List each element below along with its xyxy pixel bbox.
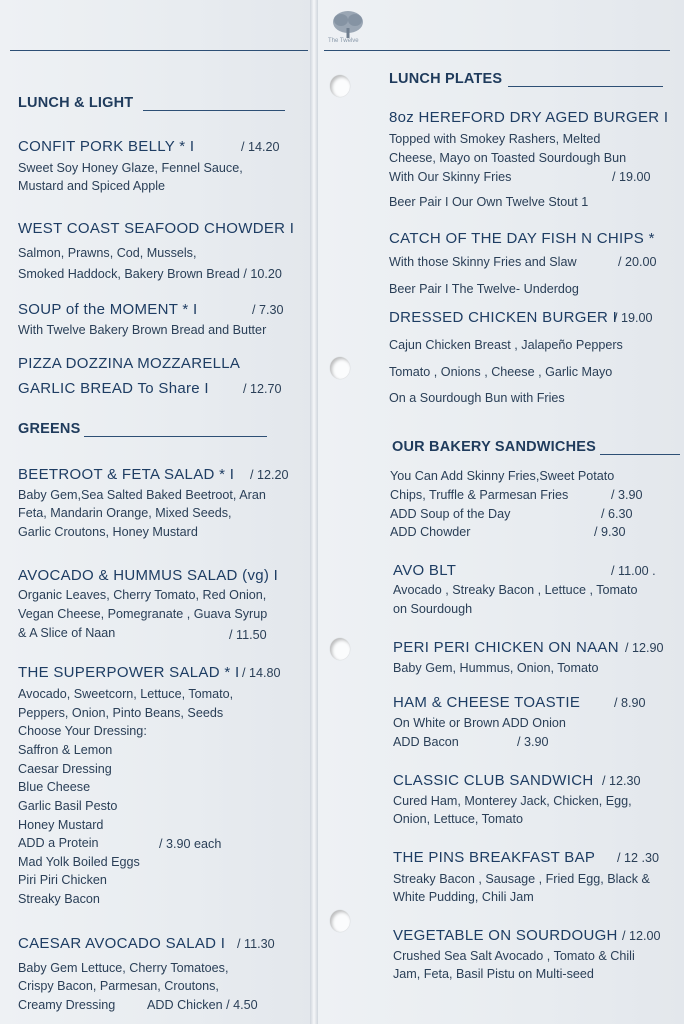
item-name: VEGETABLE ON SOURDOUGH	[393, 927, 618, 944]
item-desc: Streaky Bacon	[18, 892, 100, 906]
item-price: / 19.00	[614, 311, 653, 325]
punch-hole	[330, 910, 350, 932]
item-desc: Piri Piri Chicken	[18, 873, 107, 887]
item-name: CATCH OF THE DAY FISH N CHIPS *	[389, 230, 655, 247]
bakery-intro-price: / 6.30	[601, 507, 633, 521]
punch-hole	[330, 638, 350, 660]
item-desc: ADD a Protein	[18, 836, 99, 850]
item-desc: Garlic Croutons, Honey Mustard	[18, 525, 198, 539]
page-fold	[310, 0, 318, 1024]
top-rule-left	[10, 50, 308, 51]
item-price: / 7.30	[252, 303, 284, 317]
top-rule-right	[324, 50, 670, 51]
add-on-price: / 3.90	[517, 735, 549, 749]
item-desc: Cheese, Mayo on Toasted Sourdough Bun	[389, 151, 627, 165]
heading-underline	[508, 86, 663, 87]
add-on-price: ADD Chicken / 4.50	[147, 998, 258, 1012]
logo-text: The Twelve	[328, 38, 359, 44]
item-name: PERI PERI CHICKEN ON NAAN	[393, 639, 619, 656]
heading-underline	[600, 454, 680, 455]
bakery-intro: ADD Chowder	[390, 525, 471, 539]
item-desc: Peppers, Onion, Pinto Beans, Seeds	[18, 706, 224, 720]
item-price: / 11.30	[237, 937, 275, 951]
item-desc: Topped with Smokey Rashers, Melted	[389, 132, 601, 146]
item-price: / 14.80	[242, 666, 281, 680]
item-price: / 8.90	[614, 696, 646, 710]
item-desc: Creamy Dressing	[18, 998, 116, 1012]
item-desc: Avocado , Streaky Bacon , Lettuce , Tomato	[393, 583, 638, 597]
item-desc: Tomato , Onions , Cheese , Garlic Mayo	[389, 365, 613, 379]
item-name: AVO BLT	[393, 562, 457, 579]
bakery-intro: Chips, Truffle & Parmesan Fries	[390, 488, 569, 502]
bakery-intro: ADD Soup of the Day	[390, 507, 511, 521]
item-price: / 11.00 .	[611, 564, 656, 578]
item-desc: Honey Mustard	[18, 818, 104, 832]
item-name: BEETROOT & FETA SALAD * I	[18, 466, 235, 483]
item-desc: Blue Cheese	[18, 780, 91, 794]
item-name: WEST COAST SEAFOOD CHOWDER I	[18, 220, 295, 237]
item-desc: White Pudding, Chili Jam	[393, 890, 534, 904]
item-price: / 12.70	[243, 382, 282, 396]
item-name: DRESSED CHICKEN BURGER I	[389, 309, 618, 326]
item-desc: Baby Gem Lettuce, Cherry Tomatoes,	[18, 961, 229, 975]
item-name: AVOCADO & HUMMUS SALAD (vg) I	[18, 567, 279, 584]
item-name: CLASSIC CLUB SANDWICH	[393, 772, 594, 789]
item-desc: Feta, Mandarin Orange, Mixed Seeds,	[18, 506, 232, 520]
bakery-intro-price: / 9.30	[594, 525, 626, 539]
bakery-intro: You Can Add Skinny Fries,Sweet Potato	[390, 469, 615, 483]
item-price: / 12.00	[622, 929, 661, 943]
item-name: THE PINS BREAKFAST BAP	[393, 849, 596, 866]
item-desc: Organic Leaves, Cherry Tomato, Red Onion,	[18, 588, 267, 602]
item-desc: With those Skinny Fries and Slaw	[389, 255, 577, 269]
bakery-intro-price: / 3.90	[611, 488, 643, 502]
item-desc: Onion, Lettuce, Tomato	[393, 812, 523, 826]
item-desc: Smoked Haddock, Bakery Brown Bread / 10.20	[18, 267, 282, 281]
item-name: PIZZA DOZZINA MOZZARELLA	[18, 355, 241, 372]
item-name: GARLIC BREAD To Share I	[18, 380, 209, 397]
item-price: / 12.20	[250, 468, 289, 482]
item-price: / 12.30	[602, 774, 641, 788]
item-desc: Choose Your Dressing:	[18, 724, 147, 738]
item-desc: Caesar Dressing	[18, 762, 112, 776]
protein-price: / 3.90 each	[159, 837, 222, 851]
item-price: / 12.90	[625, 641, 664, 655]
section-heading-lunch-plates: LUNCH PLATES	[389, 71, 503, 87]
item-name: CONFIT PORK BELLY * I	[18, 138, 195, 155]
item-desc: Avocado, Sweetcorn, Lettuce, Tomato,	[18, 687, 234, 701]
item-name: 8oz HEREFORD DRY AGED BURGER I	[389, 109, 669, 126]
item-price: / 19.00	[612, 170, 651, 184]
item-price: / 12 .30	[617, 851, 660, 865]
item-desc: Crispy Bacon, Parmesan, Croutons,	[18, 979, 219, 993]
item-name: SOUP of the MOMENT * I	[18, 301, 198, 318]
item-desc: Cajun Chicken Breast , Jalapeño Peppers	[389, 338, 623, 352]
item-price: / 20.00	[618, 255, 657, 269]
item-desc: Mustard and Spiced Apple	[18, 179, 166, 193]
heading-underline	[143, 110, 285, 111]
item-desc: With Our Skinny Fries	[389, 170, 512, 184]
item-desc: Saffron & Lemon	[18, 743, 113, 757]
punch-hole	[330, 357, 350, 379]
item-name: HAM & CHEESE TOASTIE	[393, 694, 581, 711]
item-desc: Sweet Soy Honey Glaze, Fennel Sauce,	[18, 161, 243, 175]
item-desc: Jam, Feta, Basil Pistu on Multi-seed	[393, 967, 594, 981]
item-desc: ADD Bacon	[393, 735, 459, 749]
beer-pair: Beer Pair I The Twelve- Underdog	[389, 282, 579, 296]
beer-pair: Beer Pair I Our Own Twelve Stout 1	[389, 195, 589, 209]
item-desc: Streaky Bacon , Sausage , Fried Egg, Black &	[393, 872, 650, 886]
item-desc: Salmon, Prawns, Cod, Mussels,	[18, 246, 197, 260]
item-desc: Vegan Cheese, Pomegranate , Guava Syrup	[18, 607, 268, 621]
item-price: / 11.50	[229, 628, 267, 642]
item-desc: Crushed Sea Salt Avocado , Tomato & Chili	[393, 949, 635, 963]
item-name: CAESAR AVOCADO SALAD I	[18, 935, 226, 952]
section-heading-greens: GREENS	[18, 421, 81, 437]
item-price: / 14.20	[241, 140, 280, 154]
item-desc: On a Sourdough Bun with Fries	[389, 391, 565, 405]
section-heading-lunch-light: LUNCH & LIGHT	[18, 95, 134, 111]
item-desc: on Sourdough	[393, 602, 473, 616]
item-desc: Garlic Basil Pesto	[18, 799, 118, 813]
section-heading-bakery-sandwiches: OUR BAKERY SANDWICHES	[392, 439, 596, 455]
item-desc: With Twelve Bakery Brown Bread and Butter	[18, 323, 267, 337]
item-desc: Mad Yolk Boiled Eggs	[18, 855, 140, 869]
item-desc: Baby Gem, Hummus, Onion, Tomato	[393, 661, 599, 675]
item-name: THE SUPERPOWER SALAD * I	[18, 664, 240, 681]
item-desc: Cured Ham, Monterey Jack, Chicken, Egg,	[393, 794, 632, 808]
item-desc: & A Slice of Naan	[18, 626, 116, 640]
punch-hole	[330, 75, 350, 97]
heading-underline	[84, 436, 267, 437]
item-desc: On White or Brown ADD Onion	[393, 716, 566, 730]
item-desc: Baby Gem,Sea Salted Baked Beetroot, Aran	[18, 488, 266, 502]
